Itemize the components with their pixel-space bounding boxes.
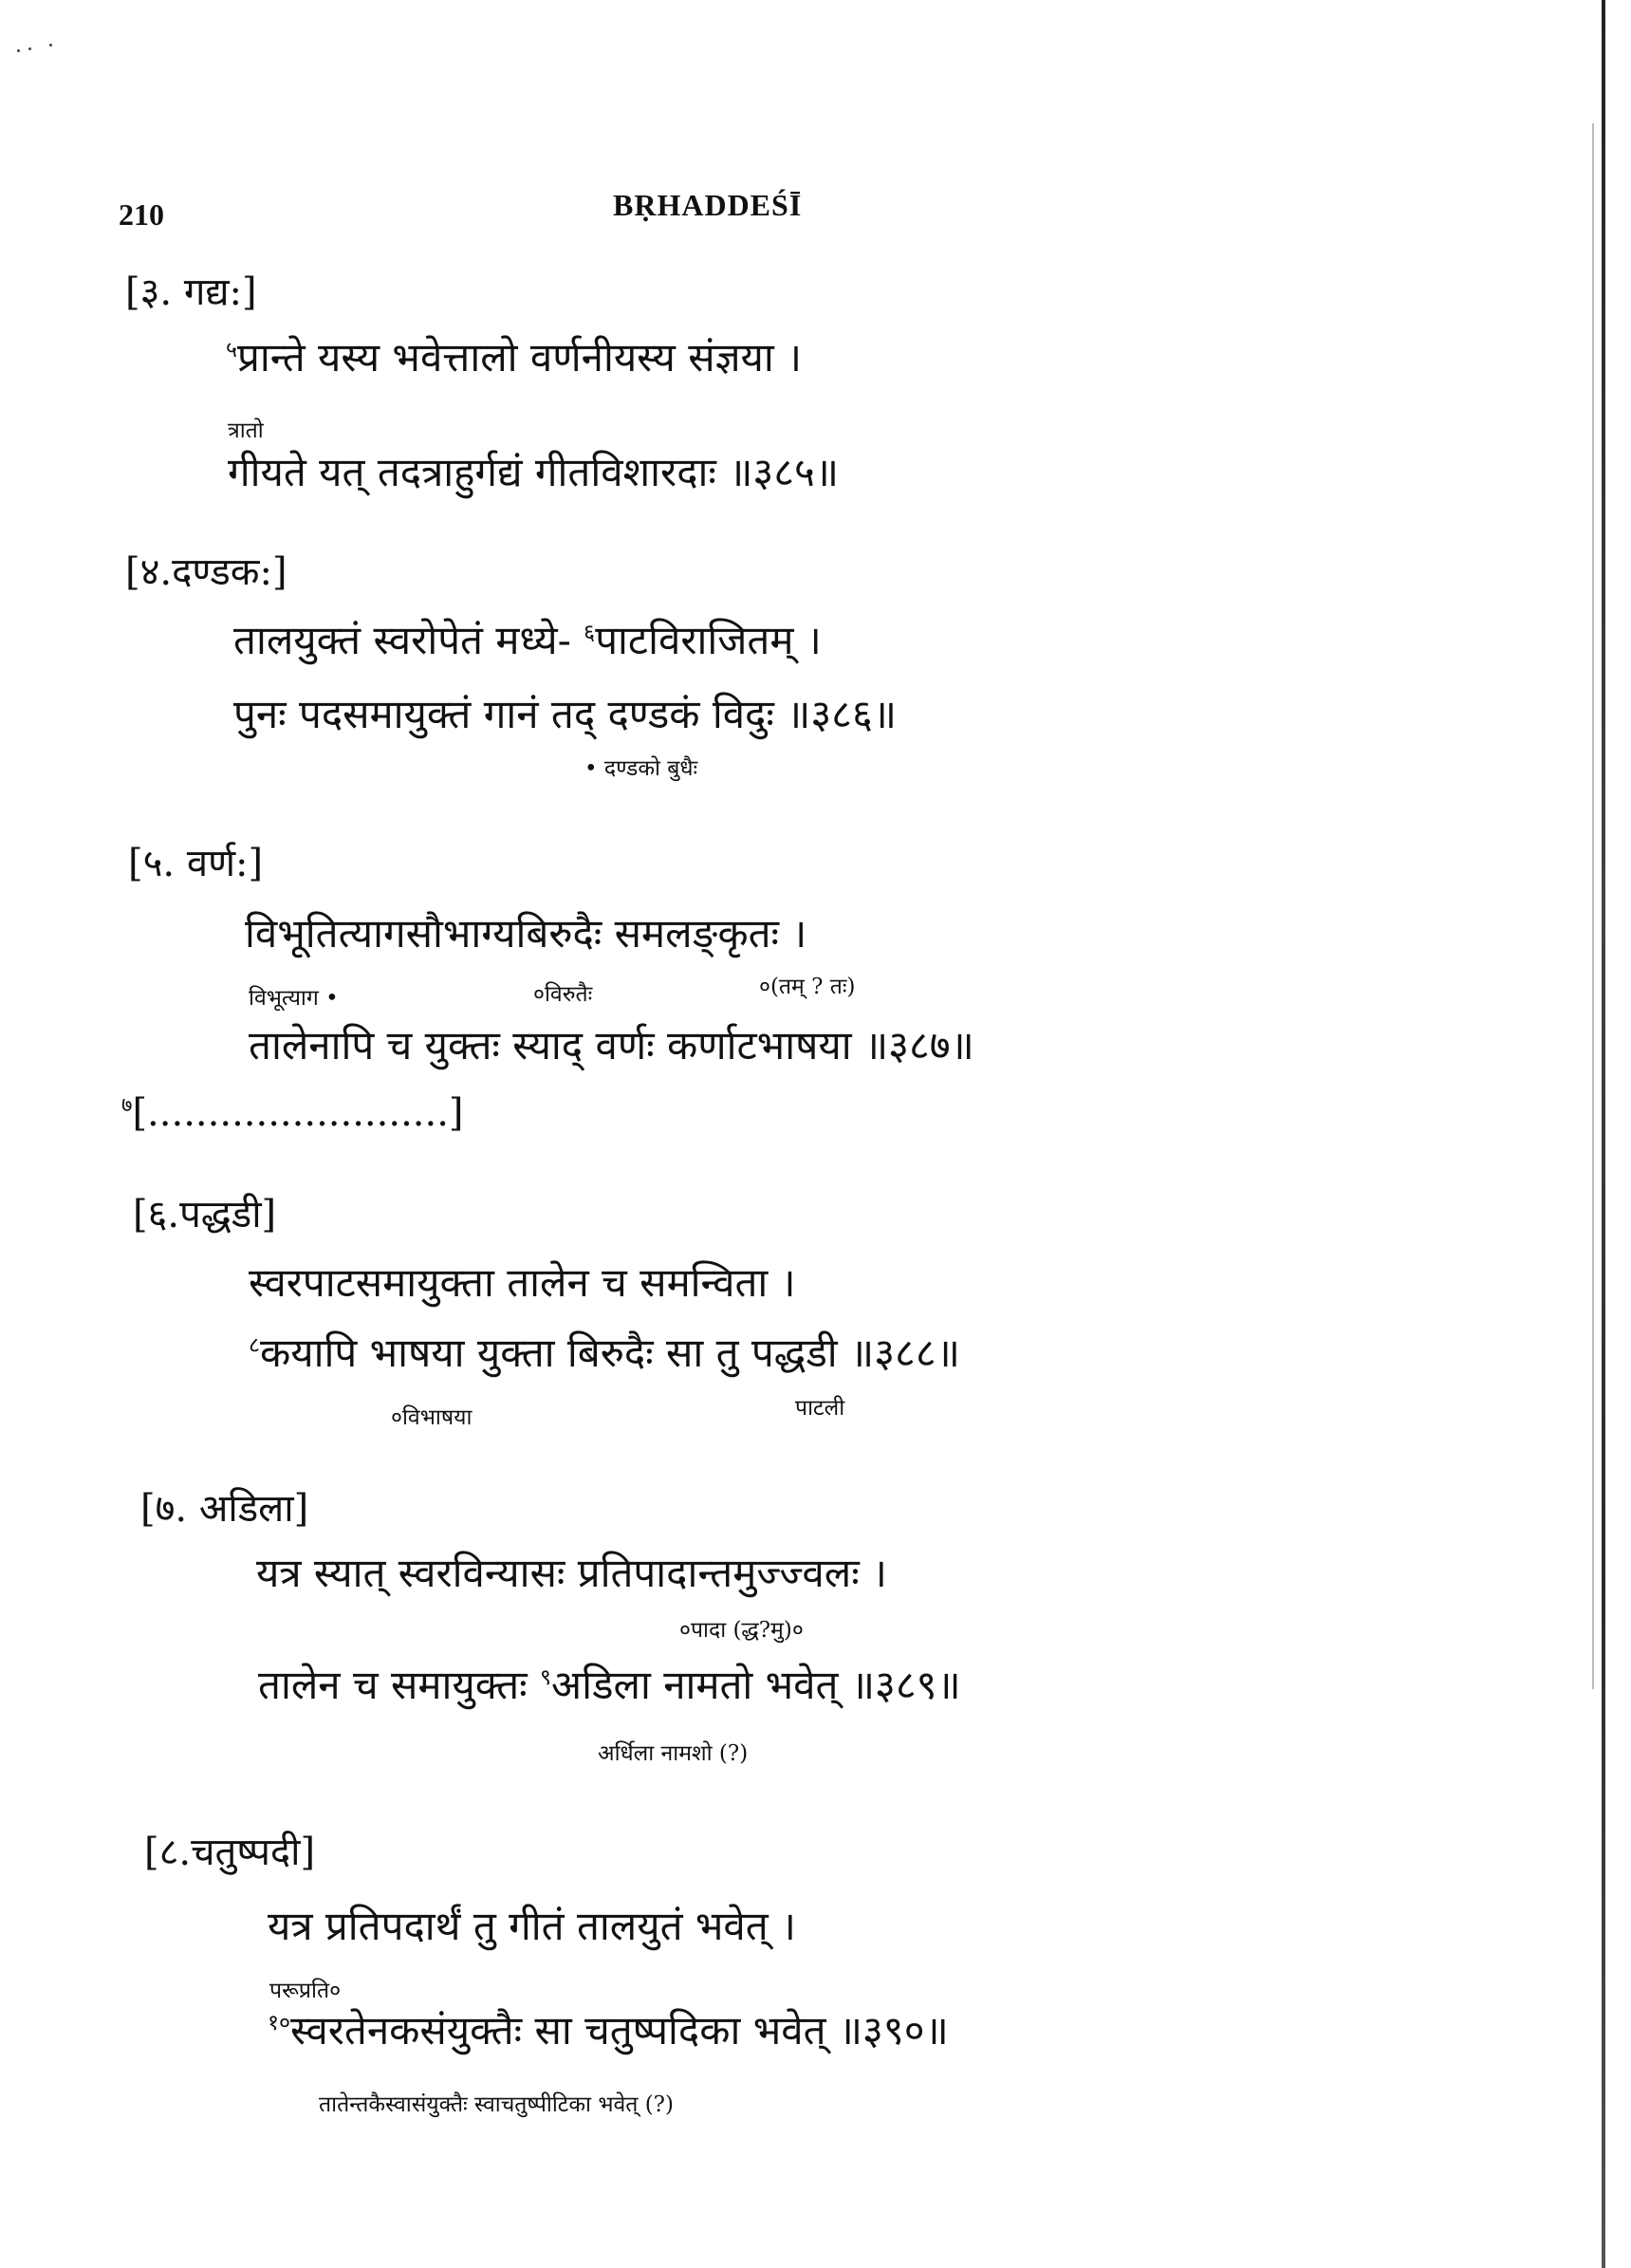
variant-reading: तातेन्तकैस्वासंयुक्तैः स्वाचतुष्पीटिका भवेत् (?): [319, 2092, 674, 2117]
variant-reading: ०पादा (द्ध?मु)०: [679, 1618, 804, 1643]
variant-reading: पाटली: [795, 1396, 845, 1421]
footnote-marker: ६: [584, 621, 596, 645]
verse-text: कयापि भाषया युक्ता बिरुदैः सा तु पद्धडी ॥३८८॥: [260, 1329, 960, 1376]
running-title: BṚHADDEŚĪ: [613, 188, 803, 222]
verse-line: पुनः पदसमायुक्तं गानं तद् दण्डकं विदुः ॥३८६॥: [233, 691, 898, 737]
variant-reading: • दण्डको बुधैः: [584, 756, 698, 781]
section-heading: [५. वर्ण:]: [128, 842, 264, 885]
variant-reading: ०विरुतैः: [533, 982, 593, 1007]
footnote-marker: ८: [249, 1333, 261, 1358]
variant-reading: परूप्रति०: [269, 1979, 342, 2003]
lacuna-line: [121, 1091, 464, 1135]
verse-line: [258, 1657, 961, 1711]
verse-line: [233, 612, 822, 666]
verse-line: गीयते यत् तदत्राहुर्गद्यं गीतविशारदाः ॥३८५॥: [228, 449, 840, 495]
page-number: 210: [119, 197, 164, 232]
verse-line: विभूतित्यागसौभाग्यबिरुदैः समलङ्कृतः ।: [245, 910, 807, 957]
verse-line: यत्र स्यात् स्वरविन्यासः प्रतिपादान्तमुज्ज्वलः ।: [256, 1550, 887, 1596]
variant-reading: विभूत्याग •: [249, 986, 339, 1011]
variant-reading: ०(तम् ? तः): [759, 975, 856, 999]
verse-line: तालेनापि च युक्तः स्याद् वर्णः कर्णाटभाषया ॥३८७॥: [249, 1022, 974, 1069]
footnote-marker: ७: [121, 1093, 133, 1118]
verse-text: तालयुक्तं स्वरोपेतं मध्ये-: [233, 617, 571, 663]
variant-reading: त्रातो: [228, 418, 264, 443]
verse-text: स्वरतेनकसंयुक्तैः सा चतुष्पदिका भवेत् ॥३९०॥: [290, 2007, 949, 2054]
scan-speck: [17, 49, 20, 52]
verse-text: पाटविराजितम् ।: [595, 617, 822, 663]
book-spine-shadow: [1592, 123, 1594, 1689]
verse-text: तालेन च समायुक्तः: [258, 1662, 528, 1708]
verse-line: [249, 1325, 960, 1379]
footnote-marker: ५: [226, 338, 238, 363]
footnote-marker: १०: [268, 2011, 291, 2036]
section-heading: [७. अडिला]: [140, 1487, 309, 1531]
scan-speck: [49, 44, 52, 46]
section-heading: [३. गद्य:]: [125, 270, 257, 314]
book-spine-edge: [1602, 0, 1605, 2268]
section-heading: [६.पद्धडी]: [133, 1193, 277, 1236]
verse-line: यत्र प्रतिपदार्थं तु गीतं तालयुतं भवेत् ।: [268, 1903, 796, 1949]
variant-reading: अर्धिला नामशो (?): [598, 1741, 749, 1766]
section-heading: [४.दण्डक:]: [125, 550, 287, 594]
lacuna-dots: [.........................]: [132, 1091, 464, 1135]
footnote-marker: ९: [540, 1665, 552, 1690]
verse-text: अडिला नामतो भवेत् ॥३८९॥: [551, 1662, 961, 1708]
scan-speck: [28, 47, 31, 50]
section-heading: [८.चतुष्पदी]: [144, 1831, 316, 1874]
verse-line: स्वरपाटसमायुक्ता तालेन च समन्विता ।: [249, 1259, 796, 1306]
variant-reading: ०विभाषया: [391, 1405, 473, 1430]
verse-text: प्रान्ते यस्य भवेत्तालो वर्णनीयस्य संज्ञया ।: [237, 334, 803, 381]
verse-line: [226, 329, 802, 383]
verse-line: [268, 2002, 949, 2056]
